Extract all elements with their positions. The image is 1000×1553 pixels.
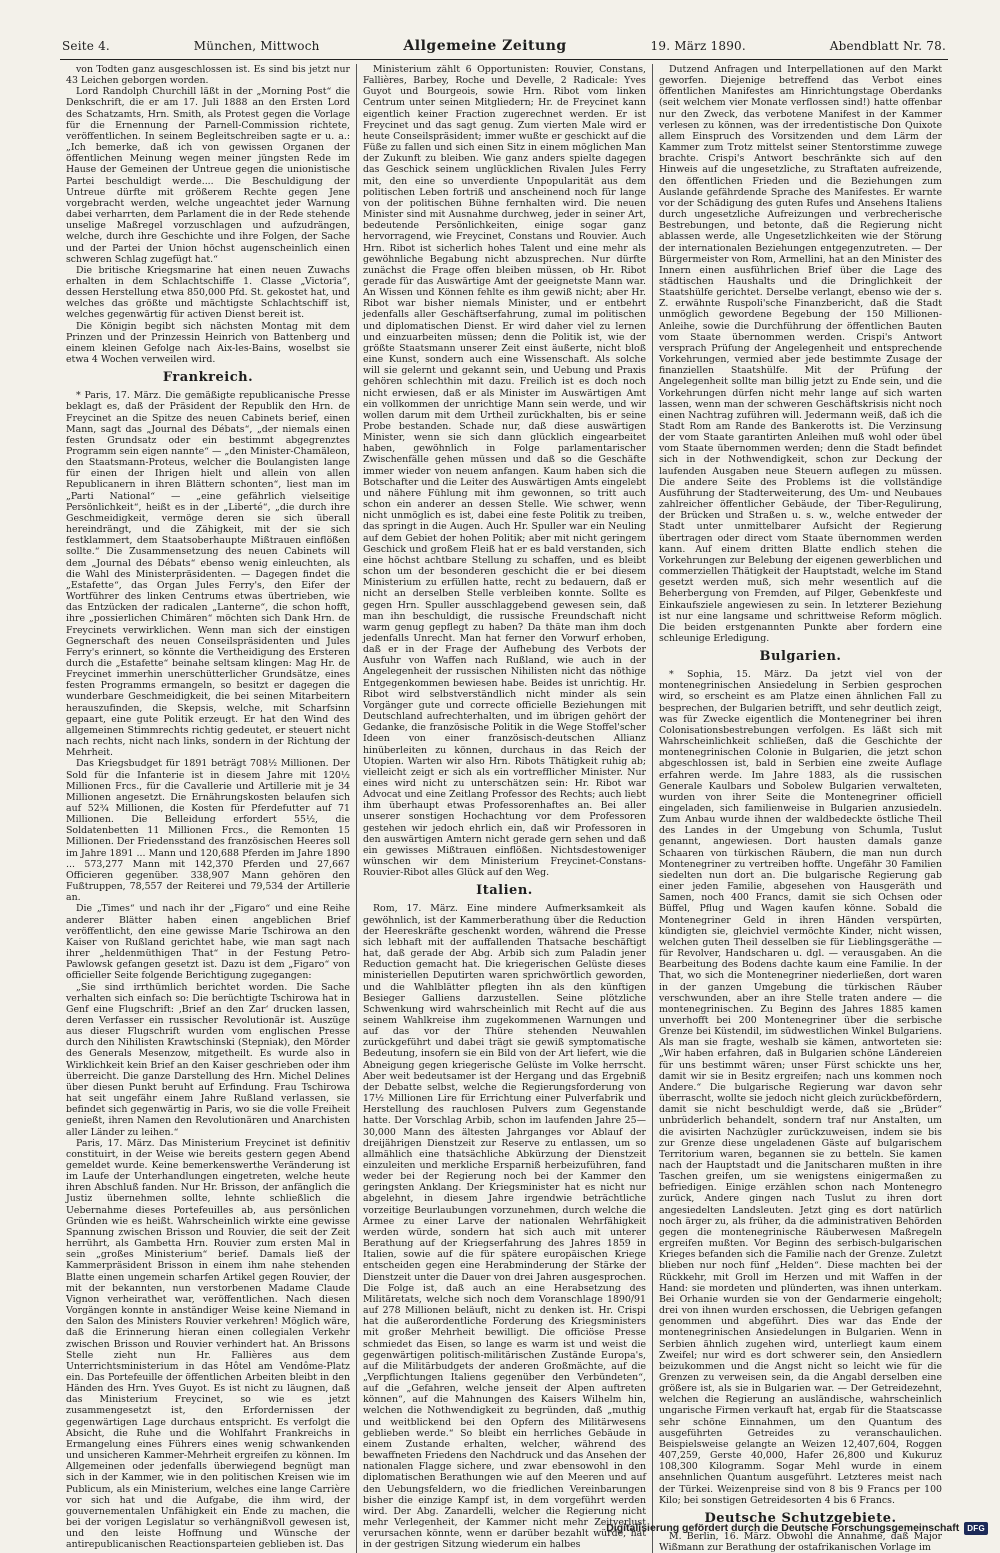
column-1 <box>60 64 356 1553</box>
article-paragraph: Ministerium zählt 6 Opportunisten: Rouvier, Constans, Fallières, Barbey, Roche und Develle, 2 Radicale: Yves Guyot und Bourgeois, sowie Hrn. Ribot vom linken Centrum unter seinen Mitgliedern; Hr. de Freycinet kann eigentlich keiner Fraction zugerechnet werden. Er ist Freycinet und das sagt genug. Zum vierten Male wird er heute Conseilspräsident; immer wußte er geschickt auf die Füße zu fallen und sich einen Sitz in einem möglichen Man der Zukunft zu bleiben. Wie ganz anders spielte dagegen das Geschick seinem unglücklichen Rivalen Jules Ferry mit, den eine so unverdiente Unpopularität aus dem politischen Leben fortriß und anscheinend noch für lange von der politischen Bühne fernhalten wird. Die neuen Minister sind mit Ausnahme durchweg, jeder in seiner Art, bedeutende Persönlichkeiten, einige sogar ganz hervorragend, wie Freycinet, Constans und Rouvier. Auch Hrn. Ribot ist sicherlich hohes Talent und eine mehr als gewöhnliche Begabung nicht abzusprechen. Nur dürfte zunächst die Frage offen bleiben müssen, ob Hr. Ribot gerade für das Auswärtige Amt der geeignetste Mann war. An Wissen und Können fehlte es ihm gewiß nicht; aber Hr. Ribot war bisher niemals Minister, und er entbehrt jedenfalls aller Geschäftserfahrung, zumal im politischen und diplomatischen Dienst. Er wird daher viel zu lernen und einzuarbeiten müssen; denn die Politik ist, wie der größte Staatsmann unserer Zeit einst äußerte, nicht bloß eine Kunst, sondern auch eine Wissenschaft. Als solche will sie gelernt und gekannt sein, und Uebung und Praxis gehören schlechthin mit dazu. Freilich ist es doch noch nicht erwiesen, daß er als Minister im Auswärtigen Amt ein vollkommen der unrichtige Mann sein werde, und wir wollen darum mit dem Urtheil zurückhalten, bis er seine Probe bestanden. Schade nur, daß diese auswärtigen Minister, wenn sie sich dann glücklich eingearbeitet haben, gewöhnlich in Folge parlamentarischer Zwischenfälle gehen müssen und daß so die Geschäfte immer wieder von neuem anfangen. Kaum haben sich die Botschafter und die Leiter des Auswärtigen Amts eingelebt und nähere Fühlung mit ihm gewonnen, so tritt auch schon ein anderer an dessen Stelle. Wie schwer, wenn nicht unmöglich es ist, dabei eine feste Politik zu treiben, das springt in die Augen. Auch Hr. Spuller war ein Neuling auf dem Gebiet der hohen Politik; aber mit nicht geringem Geschick und großem Fleiß hat er es bald verstanden, sich eine höchst achtbare Stellung zu schaffen, und es bleibt schon um der besonderen geschicht die er bei diesem Ministerium zu erfüllen hatte, recht zu bedauern, daß er nicht an derselben Stelle verbleiben konnte. Sollte es gegen Hrn. Spuller ausschlaggebend gewesen sein, daß man ihn beschuldigt, die russische Freundschaft nicht warm genug gepflegt zu haben? Da thäte man ihm doch jedenfalls Unrecht. Man hat ferner den Vorwurf erhoben, daß er in der Frage der Aufhebung des Verbots der Ausfuhr von Waffen nach Rußland, wie auch in der Angelegenheit der russischen Nihilisten nicht das nöthige Entgegenkommen bewiesen habe. Beides ist unrichtig. Hr. Ribot wird selbstverständlich nicht minder als sein Vorgänger gute und correcte officielle Beziehungen mit Deutschland aufrechterhalten, und im übrigen gehört der Gedanke, die französische Politik in die Wege Stoffel'scher Ideen von einer französisch-deutschen Allianz hinüberleiten zu können, durchaus in das Reich der Utopien. Warten wir also Hrn. Ribots Thätigkeit ruhig ab; vielleicht zeigt er sich als ein vortrefflicher Minister. Nur eines wird nicht zu unterschätzen sein: Hr. Ribot war Advocat und eine Zeitlang Professor des Rechts; auch liebt ihm überhaupt etwas Professorenhaftes an. Bei aller unserer sonstigen Hochachtung vor dem Professoren gestehen wir jedoch ehrlich ein, daß wir Professoren in den auswärtigen Amtern nicht gerade gern sehen und daß ein gewisses Mißtrauen einflößen. Nichtsdestoweniger wünschen wir dem Ministerium Freycinet-Constans-Rouvier-Ribot alles Glück auf den Weg. <box>363 64 646 879</box>
issue-date: 19. März 1890. <box>650 39 746 53</box>
section-heading-frankreich: Frankreich. <box>162 370 254 386</box>
column-2 <box>356 64 652 1553</box>
article-paragraph: Die Königin begibt sich nächsten Montag mit dem Prinzen und der Prinzessin Heinrich von Battenberg und einem kleinen Gefolge nach Aix-les-Bains, woselbst sie etwa 4 Wochen verweilen wird. <box>66 320 350 366</box>
article-paragraph: „Sie sind irrthümlich berichtet worden. Die Sache verhalten sich einfach so: Die berüchtigte Tschirowa hat in Genf eine Flugschrift: ‚Brief an den Zar‘ drucken lassen, deren Verfasser ein russischer Revolutionär ist. Auszüge aus dieser Flugschrift wurden vom englischen Presse durch den Nihilisten Krawtschinski (Stepniak), den Mörder des Generals Mesenzow, mitgetheilt. Es wurde also in Wirklichkeit kein Brief an den Kaiser geschrieben oder ihm überreicht. Die ganze Darstellung des Hrn. Michel Delines über diesen Punkt beruht auf Erfindung. Frau Tschirowa hat seit ungefähr einem Jahre Rußland verlassen, sie befindet sich gegenwärtig in Paris, wo sie die volle Freiheit genießt, ihren Namen den Revolutionären und Anarchisten aller Länder zu leihen.“ <box>66 981 350 1138</box>
article-paragraph: Rom, 17. März. Eine mindere Aufmerksamkeit als gewöhnlich, ist der Kammerberathung über die Reduction der Heereskräfte geschenkt worden, während die Presse sich lebhaft mit der auffallenden Thatsache beschäftigt hat, daß gerade der Abg. Arbib sich zum Paladin jener Reduction gemacht hat. Die kriegerischen Gelüste dieses ministeriellen Deputirten waren sprichwörtlich geworden, und die Wahlblätter pflegten ihn als den künftigen Besieger Galliens darzustellen. Seine plötzliche Schwenkung wird wahrscheinlich mit Recht auf die aus seinem Wahlkreise ihm zugekommenen Warnungen und auf das vor der Thüre stehenden Neuwahlen zurückgeführt und dabei trägt sie gewiß symptomatische Bedeutung, insofern sie ein Bild von der Art liefert, wie die Abneigung gegen kriegerische Gelüste im Volke herrscht. Aber weit bedeutsamer ist der Hergang und das Ergebniß der Debatte selbst, welche die Regierungsforderung von 17½ Millionen Lire für Errichtung einer Pulverfabrik und Herstellung des rauchlosen Pulvers zum Gegenstande hatte. Der Vorschlag Arbib, schon im laufenden Jahre 25—30,000 Mann des ältesten Jahrganges vor Ablauf der dreijährigen Dienstzeit zur Reserve zu entlassen, um so allmählich eine thatsächliche Abkürzung der Dienstzeit einzuleiten und merkliche Ersparniß herbeizuführen, fand weder bei der Regierung noch bei der Kammer den geringsten Anklang. Der Kriegsminister hat es nicht nur abgelehnt, in diesem Jahre irgendwie beträchtliche vorzeitige Beurlaubungen vorzunehmen, durch welche die Armee zu einer Larve der nationalen Wehrfähigkeit werden würde, sondern hat sich auch mit unterer Berathung auf der Kriegserfahrung des Jahres 1859 in Italien, sowie auf die für spätere europäischen Kriege entscheiden gegen eine Herabminderung der Stärke der Dienstzeit unter die Dauer von drei Jahren ausgesprochen. Die Folge ist, daß auch an eine Herabsetzung des Militäretats, welche sich noch dem Voranschlage 1890/91 auf 278 Millionen beläuft, nicht zu denken ist. Hr. Crispi hat die außerordentliche Forderung des Kriegsministers mit großer Mehrheit bewilligt. Die officiöse Presse schmiedet das Eisen, so lange es warm ist und weist die gegenwärtigen politisch-militärischen Zustände Europa's, auf die Militärbudgets der anderen Großmächte, auf die „Verpflichtungen Italiens gegenüber den Verbündeten“, auf die „Gefahren, welche jenseit der Alpen auftreten können“, auf die Mahnungen des Kaisers Wilhelm hin, welchen die Nothwendigkeit zu begründen, daß „muthig und weitblickend bei den Opfern des Militärwesens geblieben werde.“ So bleibt ein herrliches Gebäude in einem Zustande erhalten, welcher, während des bewaffneten Friedens den Nachdruck und das Ansehen der nationalen Flagge sichere, und zwar ebensowohl in den diplomatischen Berathungen wie auf den Meeren und auf den Uebungsfeldern, wo die friedlichen Vereinbarungen bisher die einzige Kampf ist, in dem vorgeführt werden wird. Der Abg. Zanardelli, welcher die Regierung nicht mehr Verlegenheit, der Kammer nicht mehr Zeitverlust verursachen könnte, wenn er darüber bezahlt würde, hat in der gestrigen Sitzung wiederum ein halbes <box>363 903 646 1551</box>
section-heading-bulgarien: Bulgarien. <box>759 649 842 665</box>
article-paragraph: Paris, 17. März. Das Ministerium Freycinet ist definitiv constituirt, in der Weise wie bereits gestern gegen Abend gemeldet wurde. Keine bemerkenswerthe Veränderung ist im Laufe der Unterhandlungen eingetreten, welche heute ihren Abschluß fanden. Nur Hr. Brisson, der anfänglich die Justiz übernehmen sollte, lehnte schließlich die Uebernahme dieses Portefeuilles ab, aus persönlichen Gründen wie es heißt. Wahrscheinlich wirkte eine gewisse Spannung zwischen Brisson und Rouvier, die seit der Zeit herrührt, als Gambetta Hrn. Rouvier zum ersten Mal in sein „großes Ministerium“ berief. Damals ließ der Kammerpräsident Brisson in einem ihm nahe stehenden Blatte einen ungemein scharfen Artikel gegen Rouvier, der mit der bekannten, nun verstorbenen Madame Claude Vignon verheirathet war, veröffentlichen. Nach diesen Vorgängen konnte in anständiger Weise keine Niemand in den Salon des Ministers Rouvier verkehren! Möglich wäre, daß die Erinnerung hieran einen collegialen Verkehr zwischen Brisson und Rouvier verhindert hat. An Brissons Stelle zieht nun Hr. Fallières aus dem Unterrichtsministerium in das Hôtel am Vendôme-Platz ein. Das Portefeuille der öffentlichen Arbeiten bleibt in den Händen des Hrn. Yves Guyot. Es ist nicht zu läugnen, daß das Ministerium Freycinet, so wie es jetzt zusammengesetzt ist, den Erfordernissen der gegenwärtigen Lage durchaus entspricht. Es verfolgt die Absicht, die Ruhe und die Wohlfahrt Frankreichs in Ermangelung eines Führers eines wenig schwankenden und unsicheren Kammer-Mehrheit ergreifen zu können. Im Allgemeinen oder jedenfalls überwiegend begnügt man sich in der Kammer, wie in den politischen Kreisen wie im Publicum, als ein Ministerium, welches eine lange Carrière vor sich hat und die Aufgabe, die ihm wird, der gouvernementalen Unfähigkeit ein Ende zu machen, die bei der vorigen Legislatur so verhängnißvoll gewesen ist, und den leiste Hoffnung und Wünsche der antirepublicanischen Reactionsparteien geblieben ist. Das <box>66 1137 350 1551</box>
article-paragraph: Dutzend Anfragen und Interpellationen auf den Markt geworfen. Diejenige betreffend das Verbot eines öffentlichen Manifestes am Hinrichtungstage Oberdanks (seit welchem vier Monate verflossen sind!) hatte offenbar nur den Zweck, das verbotene Manifest in der Kammer verlesen zu können, was der irredentistische Don Quixote allem Einspruch des Vorsitzenden und dem Lärm der Kammer zum Trotz mittelst seiner Stentorstimme zuwege brachte. Crispi's Antwort beschränkte sich auf den Hinweis auf die ungesetzliche, zu Straftaten aufreizende, den öffentlichen Frieden und die Beziehungen zum Auslande gefährdende Sprache des Manifestes. Er warnte vor der Schädigung des guten Rufes und Ansehens Italiens durch ungesetzliche Aufreizungen und verbrecherische Bestrebungen, und betonte, daß die Regierung nicht ablassen werde, alle Ungesetzlichkeiten wie der Störung der internationalen Beziehungen entgegenzutreten. — Der Bürgermeister von Rom, Armellini, hat an den Minister des Innern einen ausführlichen Brief über die Lage des städtischen Haushalts und die Dringlichkeit der Staatshülfe gerichtet. Derselbe verlangt, ebenso wie der s. Z. erwähnte Ruspoli'sche Finanzbericht, daß die Stadt unmöglich gewordene Begebung der 150 Millionen-Anleihe, sowie die Durchführung der öffentlichen Bauten vom Staate übernommen werden. Crispi's Antwort versprach Prüfung der Angelegenheit und entsprechende Vorkehrungen, vermied aber jede bestimmte Zusage der finanziellen Staatshülfe. Mit der Prüfung der Angelegenheit sollte man billig jetzt zu Ende sein, und die Vorkehrungen dürfen nicht mehr lange auf sich warten lassen, wenn man der schweren Geschäftskrisis nicht noch einen Nachtrag zuführen will. Jedermann weiß, daß ich die Stadt Rom am Rande des Bankerotts ist. Die Verzinsung der vom Staate garantirten Anleihen muß wohl oder übel vom Staate übernommen werden; denn die Stadt befindet sich in der Nothwendigkeit, schon zur Deckung der laufenden Ausgaben neue Steuern auflegen zu müssen. Die andere Seite des Problems ist die vollständige Ausführung der Stadterweiterung, des Um- und Neubaues zahlreicher öffentlicher Gebäude, der Tiber-Regulirung, der Brücken und Straßen u. s. w., welche entweder der Stadt unter unmittelbarer Aufsicht der Regierung übertragen oder direct vom Staate übernommen werden kann. Auf einem dritten Blatte endlich stehen die Vorkehrungen zur Belebung der eigenen gewerblichen und commerziellen Thätigkeit der Hauptstadt, welche im Stand gesetzt werden muß, sich mehr wesentlich auf die Beherbergung von Fremden, auf Pilger, Gebenkfeste und Einkaufsziele angewiesen zu sein. In letzterer Beziehung ist nur eine langsame und schrittweise Reform möglich. Die beiden erstgenannten Punkte aber fordern eine schleunige Erledigung. <box>659 64 942 644</box>
section-heading-italien: Italien. <box>476 883 533 899</box>
footer-credit <box>0 1518 1000 1538</box>
page-number: Seite 4. <box>62 39 110 53</box>
edition-label: Abendblatt Nr. 78. <box>829 39 946 53</box>
article-paragraph: * Paris, 17. März. Die gemäßigte republicanische Presse beklagt es, daß der Präsident der Republik den Hrn. de Freycinet an die Spitze des neuen Cabinets berief, einen Mann, sagt das „Journal des Débats“, „der niemals einen festen Grundsatz oder ein bestimmt abgegrenztes Programm sein eigen nannte“ — „den Minister-Chamäleon, den Staatsmann-Proteus, welcher die Boulangisten lange für einen der Ihrigen hielt und allein von allen Republicanern in ihren Blättern schonten“, liest man im „Parti National“ — „eine gefährlich vielseitige Persönlichkeit“, heißt es in der „Liberté“, „die durch ihre Geschmeidigkeit, vermöge deren sie sich überall hereindrängt, und die Zähigkeit, mit der sie sich festklammert, dem Staatsoberhaupte Mißtrauen einflößen sollte.“ Die Zusammensetzung des neuen Cabinets will dem „Journal des Débats“ ebenso wenig einleuchten, als die Wahl des Ministerpräsidenten. — Dagegen findet die „Estafette“, das Organ Jules Ferry's, den Eifer der Wortführer des linken Centrums etwas übertrieben, wie das Entzücken der radicalen „Lanterne“, die schon hofft, ihre „possierlichen Chimären“ möchten sich Dank Hrn. de Freycinets verwirklichen. Wenn man sich der einstigen Gegnerschaft des neuen Conseilspräsidenten und Jules Ferry's erinnert, so könnte die Vertheidigung des Ersteren durch die „Estafette“ beinahe seltsam klingen: Mag Hr. de Freycinet immerhin unerschütterlicher Grundsätze, eines festen Programms ermangeln, so besitzt er dagegen die wunderbare Geschmeidigkeit, die bei seinen Mitarbeitern herauszufinden, die Skepsis, welche, mit Scharfsinn gepaart, eine gute Politik erzeugt. Er hat den Wind des allgemeinen Stimmrechts richtig gedeutet, er steuert nicht nach rechts, nicht nach links, sondern in der Richtung der Mehrheit. <box>66 390 350 759</box>
page-header <box>60 38 948 60</box>
article-paragraph: M. Berlin, 16. März. Obwohl die Annahme, daß Major Wißmann zur Berathung der ostafrikanischen Vorlage im <box>659 1530 942 1553</box>
article-paragraph: * Sophia, 15. März. Da jetzt viel von der montenegrinischen Ansiedelung in Serbien gesprochen wird, so erscheint es am Platze einen ähnlichen Fall zu besprechen, der Bulgarien betrifft, und sehr deutlich zeigt, was für Zwecke eigentlich die Montenegriner bei ihren Colonisationsbestrebungen verfolgen. Es läßt sich mit Wahrscheinlichkeit schließen, daß die Geschichte der montenegrinischen Colonie in Bulgarien, die jetzt schon abgeschlossen ist, bald in Serbien eine zweite Auflage erfahren werde. Im Jahre 1883, als die russischen Generale Kaulbars und Sobolew Bulgarien verwalteten, wurden von ihrer Seite die Montenegriner officiell eingeladen, sich familienweise in Bulgarien anzusiedeln. Zum Anbau wurde ihnen der waldbedeckte östliche Theil des Landes in der Umgebung von Schumla, Tuslut genannt, angewiesen. Dort hausten damals ganze Schaaren von türkischen Räubern, die man nun durch Montenegriner zu vertreiben hoffte. Ungefähr 30 Familien siedelten nun dort an. Die bulgarische Regierung gab einer jeden Familie, abgesehen von Hausgeräth und Samen, noch 400 Francs, damit sie sich Ochsen oder Büffel, Pflug und Wagen kaufen könne. Sobald die Montenegriner Geld in ihren Händen verspürten, kündigten sie, gleichviel vermöchte Kinder, nicht wissen, welchen guten Theil desselben sie für Lieblingsgeräthe — für Revolver, Handscharen u. dgl. — verausgaben. An die Bearbeitung des Bodens dachte kaum eine Familie. In der That, wo sich die Montenegriner niederließen, dort waren in der ganzen Umgebung die türkischen Räuber verschwunden, aber an ihre Stelle traten andere — die montenegrinischen. Zu Beginn des Jahres 1885 kamen unverhofft bei 200 Montenegriner über die serbische Grenze bei Küstendil, im südwestlichen Winkel Bulgariens. Als man sie fragte, weshalb sie kämen, antworteten sie: „Wir haben erfahren, daß in Bulgarien schöne Ländereien für uns bestimmt wären; unser Fürst schickte uns her, damit wir sie in Besitz ergreifen; nach uns kommen noch Andere.“ Die bulgarische Regierung war davon sehr überrascht, wollte sie jedoch nicht gleich zurückbefördern, damit sie nicht beschuldigt werde, daß sie „Brüder“ unbrüderlich behandelt, sondern traf nur Anstalten, um die avisirten Nachzügler zurückzuweisen, indem sie bis zur Grenze diese ungeladenen Gäste auf bulgarischem Territorium waren, begannen sie zu betteln. Sie kamen nach der Hauptstadt und die Janitscharen mußten in ihre Taschen greifen, um sie wenigstens einigermaßen zu befriedigen. Einige erzählen schon nach Montenegro zurück, Andere gingen nach Tuslut zu ihren dort angesiedelten Landsleuten. Jetzt ging es dort natürlich noch ärger zu, als früher, da die administrativen Behörden gegen die montenegrinische Räuberwesen Maßregeln ergreifen mußten. Vor Beginn des serbisch-bulgarischen Krieges befanden sich die Familie nach der Grenze. Zuletzt blieben nur noch fünf „Helden“. Diese machten bei der Rückkehr, mit Groll im Herzen und mit Waffen in der Hand: sie mordeten und plünderten, was ihnen unterkam. Bei Orhanie wurden sie von der Gendarmerie eingeholt; drei von ihnen wurden erschossen, die Uebrigen gefangen genommen und abgeführt. Dies war das Ende der montenegrinischen Ansiedelungen in Bulgarien. Wenn in Serbien ähnlich zugehen wird, unterliegt kaum einem Zweifel; nur wird es dort schwerer sein, den Ansiedlern beizukommen und die Angst nicht so leicht wie für die Grenzen zu verweisen sein, da die Angabl derselben eine größere ist, als sie in Bulgarien war. — Der Getreidezehnt, welchen die Regierung an ausländische, wahrscheinlich ungarische Firmen verkauft hat, ergab für die Staatscasse sehr schöne Einnahmen, um den Quantum des ausgeführten Getreides zu veranschaulichen. Beispielsweise gelangte an Weizen 12,407,604, Roggen 407,259, Gerste 40,000, Hafer 26,800 und Kukuruz 108,300 Kilogramm. Sogar Mehl wurde in einem ansehnlichen Quantum ausgeführt. Letzteres meist nach der Türkei. Weizenpreise sind von 8 bis 9 Francs per 100 Kilo; bei sonstigen Getreidesorten 4 bis 6 Francs. <box>659 669 942 1506</box>
article-paragraph: Die „Times“ und nach ihr der „Figaro“ und eine Reihe anderer Blätter haben einen angeblichen Brief veröffentlicht, den eine gewisse Marie Tschirowa an den Kaiser von Rußland gerichtet habe, wie man sagt nach ihrer „heldenmüthigen That“ in der Festung Petro-Pawlowsk gefangen gesetzt ist. Dazu ist dem „Figaro“ von officieller Seite folgende Berichtigung zugegangen: <box>66 903 350 982</box>
article-paragraph: Die britische Kriegsmarine hat einen neuen Zuwachs erhalten in dem Schlachtschiffe 1. Classe „Victoria“, dessen Herstellung etwa 850,000 Pfd. St. gekostet hat, und welches das größte und mächtigste Schlachtschiff ist, welches gegenwärtig für activen Dienst bereit ist. <box>66 264 350 321</box>
article-paragraph: Das Kriegsbudget für 1891 beträgt 708½ Millionen. Der Sold für die Infanterie ist in diesem Jahre mit 120½ Millionen Frcs., für die Cavallerie und Artillerie mit je 34 Millionen angesetzt. Die Ernährungskosten belaufen sich auf 52¾ Millionen, die Kosten für Pferdefutter auf 71 Millionen. Die Belleidung erfordert 55½, die Soldatenbetten 11 Millionen Frcs., die Remonten 15 Millionen. Der Friedensstand des französischen Heeres soll im Jahre 1891 ... Mann und 120,688 Pferden im Jahre 1890 ... 573,277 Mann mit 142,370 Pferden und 27,667 Officieren gegenüber. 338,907 Mann gehören den Fußtruppen, 78,557 der Reiterei und 79,534 der Artillerie an. <box>66 758 350 904</box>
column-3 <box>652 64 948 1553</box>
article-paragraph: Lord Randolph Churchill läßt in der „Morning Post“ die Denkschrift, die er am 17. Juli 1888 an den Ersten Lord des Schatzamts, Hrn. Smith, als Protest gegen die Vorlage für die Ernennung der Parnell-Commission richtete, veröffentlichen. In seinem Begleitschreiben sagte er u. a.: „Ich bemerke, daß ich von gewissen Organen der öffentlichen Meinung wegen meiner jüngsten Rede im Hause der Gemeinen der Untreue gegen die unionistische Partei beschuldigt werde.... Die Beschuldigung der Untreue dürfte mit größerem Rechte gegen Jene vorgebracht werden, welche ungeachtet jeder Warnung dabei verharrten, dem Parlament die in der Rede stehende unselige Maßregel vorzuschlagen und aufzudrängen, welche, durch ihre Geschichte und ihre Folgen, der Sache und der Partei der Union höchst augenscheinlich einen schweren Schlag zugefügt hat.“ <box>66 86 350 265</box>
place-day: München, Mittwoch <box>193 39 320 53</box>
article-paragraph: von Todten ganz ausgeschlossen ist. Es sind bis jetzt nur 43 Leichen geborgen worden. <box>66 64 350 87</box>
section-heading-schutzgebiete: Deutsche Schutzgebiete. <box>704 1510 897 1526</box>
newspaper-title: Allgemeine Zeitung <box>403 38 567 54</box>
dfg-logo-icon: DFG <box>964 1522 988 1535</box>
footer-text: Digitalisierung gefördert durch die Deutsche Forschungsgemeinschaft <box>606 1522 960 1534</box>
